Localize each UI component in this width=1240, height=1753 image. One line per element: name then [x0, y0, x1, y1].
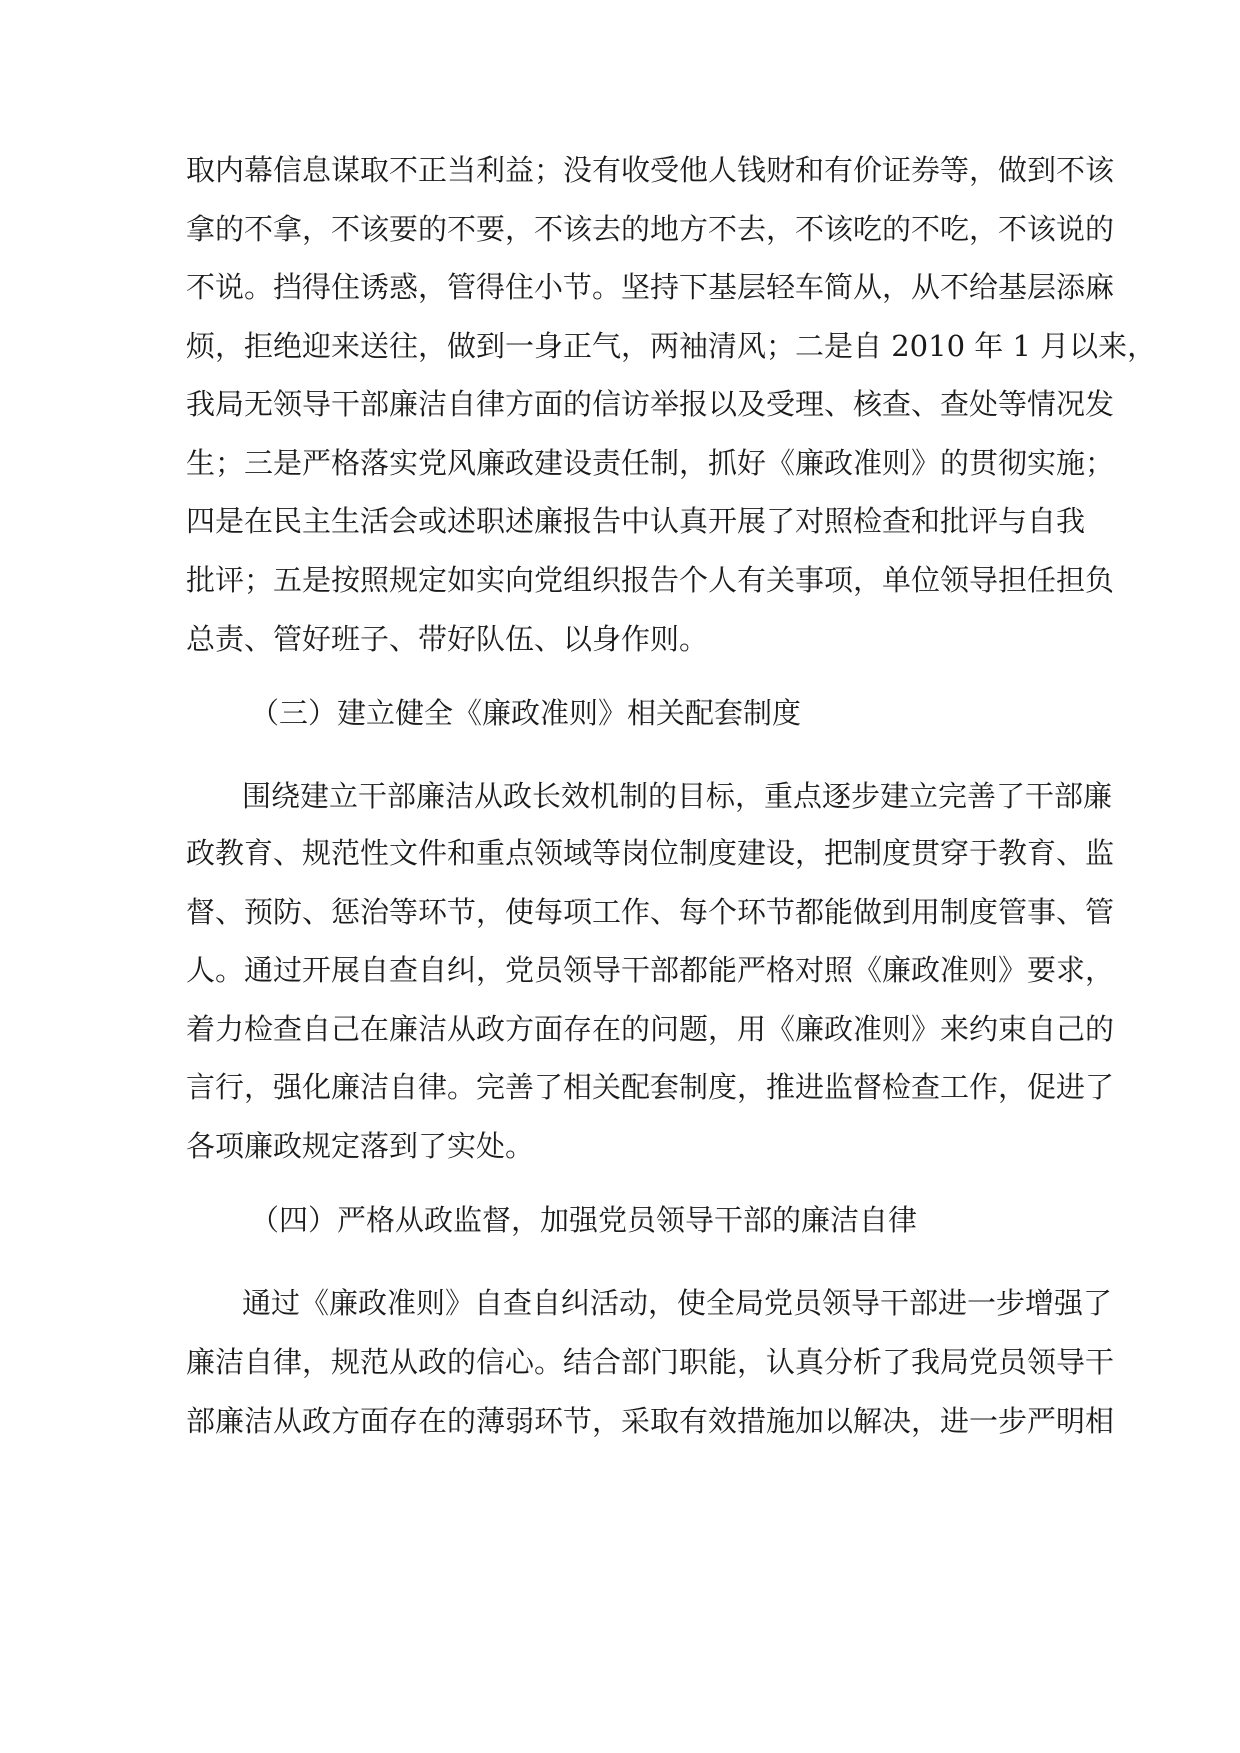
body-line: 各项廉政规定落到了实处。: [186, 1129, 535, 1163]
body-line: 烦，拒绝迎来送往，做到一身正气，两袖清风；二是自 2010 年 1 月以来，: [186, 329, 1157, 363]
body-line: 部廉洁从政方面存在的薄弱环节，采取有效措施加以解决，进一步严明相: [186, 1404, 1115, 1438]
section-heading: （三）建立健全《廉政准则》相关配套制度: [250, 696, 802, 730]
body-line: 取内幕信息谋取不正当利益；没有收受他人钱财和有价证券等，做到不该: [186, 153, 1115, 187]
body-line: 四是在民主生活会或述职述廉报告中认真开展了对照检查和批评与自我: [186, 504, 1086, 538]
body-line: 批评；五是按照规定如实向党组织报告个人有关事项，单位领导担任担负: [186, 563, 1115, 597]
body-line: 通过《廉政准则》自查自纠活动，使全局党员领导干部进一步增强了: [242, 1286, 1113, 1320]
body-line: 围绕建立干部廉洁从政长效机制的目标，重点逐步建立完善了干部廉: [242, 779, 1113, 813]
body-line: 廉洁自律，规范从政的信心。结合部门职能，认真分析了我局党员领导干: [186, 1345, 1115, 1379]
body-line: 言行，强化廉洁自律。完善了相关配套制度，推进监督检查工作，促进了: [186, 1070, 1115, 1104]
body-line: 政教育、规范性文件和重点领域等岗位制度建设，把制度贯穿于教育、监: [186, 836, 1115, 870]
body-line: 我局无领导干部廉洁自律方面的信访举报以及受理、核查、查处等情况发: [186, 387, 1115, 421]
section-heading: （四）严格从政监督，加强党员领导干部的廉洁自律: [250, 1203, 918, 1237]
body-line: 督、预防、惩治等环节，使每项工作、每个环节都能做到用制度管事、管: [186, 895, 1115, 929]
body-line: 不说。挡得住诱惑，管得住小节。坚持下基层轻车简从，从不给基层添麻: [186, 270, 1115, 304]
body-line: 总责、管好班子、带好队伍、以身作则。: [186, 622, 709, 656]
body-line: 拿的不拿，不该要的不要，不该去的地方不去，不该吃的不吃，不该说的: [186, 212, 1115, 246]
body-line: 着力检查自己在廉洁从政方面存在的问题，用《廉政准则》来约束自己的: [186, 1012, 1115, 1046]
body-line: 生；三是严格落实党风廉政建设责任制，抓好《廉政准则》的贯彻实施；: [186, 446, 1115, 480]
body-line: 人。通过开展自查自纠，党员领导干部都能严格对照《廉政准则》要求，: [186, 953, 1115, 987]
